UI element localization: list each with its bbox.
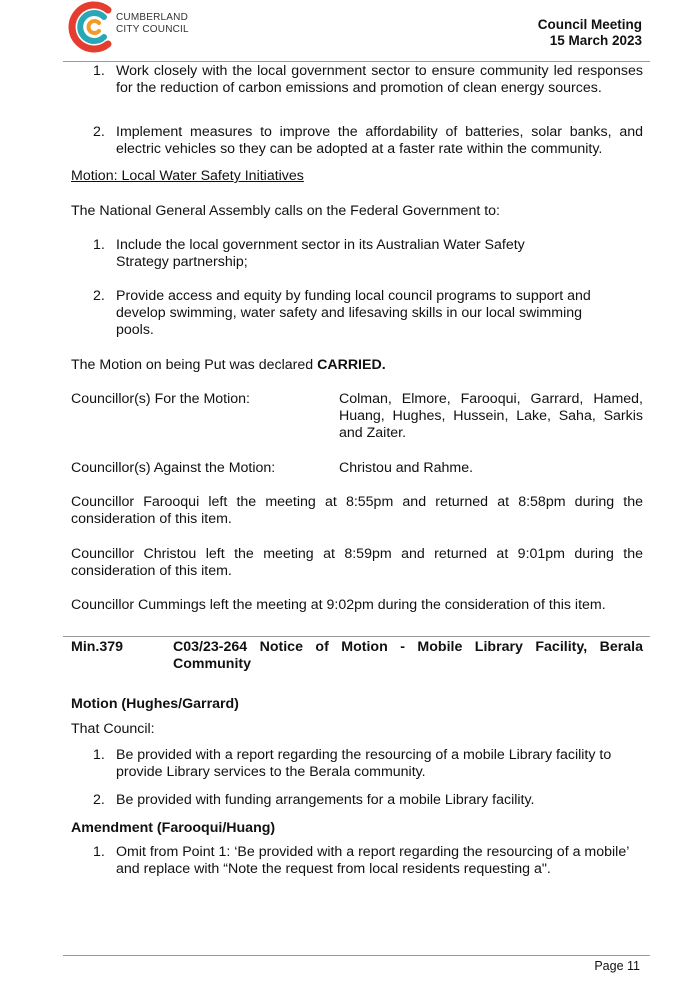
list-item — [71, 124, 643, 158]
org-name-line1: CUMBERLAND — [116, 12, 189, 23]
org-name-line2: CITY COUNCIL — [116, 23, 189, 35]
attendance-note: Councillor Christou left the meeting at 8:59pm and returned at 9:01pm during the consideration of this item. — [71, 546, 643, 579]
list-item — [71, 747, 643, 781]
meeting-header — [538, 17, 642, 49]
org-name — [116, 12, 189, 35]
footer-rule — [63, 955, 650, 956]
list-number: 2. — [93, 792, 105, 808]
votes-against-label: Councillor(s) Against the Motion: — [71, 460, 276, 476]
attendance-note: Councillor Cummings left the meeting at 9:02pm during the consideration of this item. — [71, 597, 606, 613]
list-text: Be provided with a report regarding the resourcing of a mobile Library facility to provide Library services to the Berala community. — [116, 747, 612, 780]
list-item — [71, 63, 643, 114]
list-number: 1. — [93, 747, 105, 763]
list-item — [71, 792, 643, 809]
list-text: Omit from Point 1: ‘Be provided with a report regarding the resourcing of a mobile’ and replace with “Note the request from local residents requesting a". — [116, 844, 629, 877]
list-item — [71, 844, 643, 878]
list-text: Include the local government sector in its Australian Water Safety Strategy partnership; — [116, 237, 525, 270]
motion-result — [71, 357, 643, 374]
list-number: 1. — [93, 63, 105, 79]
amendment-heading: Amendment (Farooqui/Huang) — [71, 820, 276, 836]
header-rule — [63, 61, 650, 62]
list-text: Be provided with funding arrangements for a mobile Library facility. — [116, 792, 535, 808]
cumberland-logo — [64, 0, 124, 54]
library-motion-intro: That Council: — [71, 721, 155, 737]
list-number: 1. — [93, 237, 105, 253]
meeting-title: Council Meeting — [537, 17, 642, 32]
meeting-date: 15 March 2023 — [549, 33, 642, 48]
list-number: 2. — [93, 124, 105, 140]
library-motion-heading: Motion (Hughes/Garrard) — [71, 696, 239, 712]
list-number: 2. — [93, 288, 105, 304]
motion-result-outcome: CARRIED. — [317, 357, 386, 373]
page-number: Page 11 — [594, 959, 640, 973]
list-number: 1. — [93, 844, 105, 860]
votes-for-names: Colman, Elmore, Farooqui, Garrard, Hamed, Huang, Hughes, Hussein, Lake, Saha, Sarkis and Zaiter. — [339, 391, 643, 441]
votes-against-names: Christou and Rahme. — [339, 460, 474, 476]
minute-number: Min.379 — [71, 639, 124, 655]
minute-title: C03/23-264 Notice of Motion - Mobile Library Facility, Berala Community — [173, 639, 643, 672]
water-motion-heading: Motion: Local Water Safety Initiatives — [71, 168, 304, 184]
list-text: Implement measures to improve the affordability of batteries, solar banks, and electric vehicles so they can be adopted at a faster rate within the community. — [116, 124, 643, 157]
minute-row — [71, 639, 643, 673]
minute-rule — [63, 636, 650, 637]
attendance-note: Councillor Farooqui left the meeting at 8:55pm and returned at 8:58pm during the consideration of this item. — [71, 494, 643, 527]
list-text: Provide access and equity by funding local council programs to support and develop swimming, water safety and lifesaving skills in our local swimming pools. — [116, 288, 591, 338]
list-item — [71, 237, 643, 271]
water-motion-intro: The National General Assembly calls on the Federal Government to: — [71, 203, 500, 219]
list-text: Work closely with the local government sector to ensure community led responses for the reduction of carbon emissions and promotion of clean energy sources. — [116, 63, 643, 96]
motion-result-prefix: The Motion on being Put was declared — [71, 357, 318, 373]
list-item — [71, 288, 643, 339]
votes-for-label: Councillor(s) For the Motion: — [71, 391, 250, 407]
